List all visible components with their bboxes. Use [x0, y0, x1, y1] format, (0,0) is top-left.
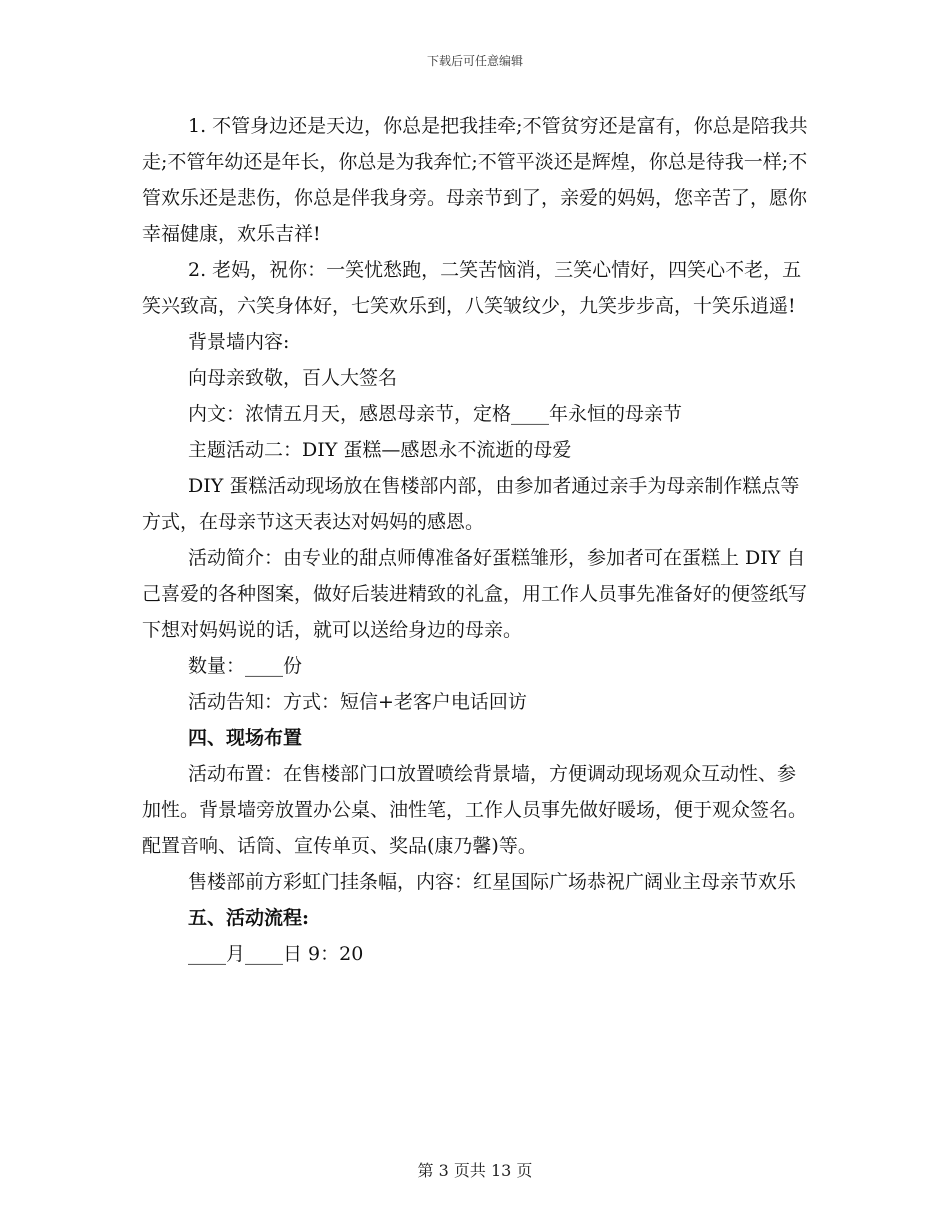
- section-heading-activity-flow: 五、活动流程:: [188, 907, 310, 929]
- paragraph-background-wall-title: 背景墙内容:: [188, 331, 290, 353]
- paragraph-signature-event: 向母亲致敬，百人大签名: [188, 367, 398, 389]
- paragraph-wish-1: 1. 不管身边还是天边，你总是把我挂牵;不管贫穷还是富有，你总是陪我共走;不管年幼还是年长，你总是为我奔忙;不管平淡还是辉煌，你总是待我一样;不管欢乐还是悲伤，你总是伴我身旁。母亲节到了，亲爱的妈妈，您辛苦了，愿你幸福健康，欢乐吉祥!: [142, 115, 808, 245]
- paragraph-diy-cake-intro: DIY 蛋糕活动现场放在售楼部内部，由参加者通过亲手为母亲制作糕点等方式，在母亲节这天表达对妈妈的感恩。: [142, 475, 800, 533]
- section-heading-venue-setup: 四、现场布置: [188, 727, 303, 749]
- paragraph-wish-2: 2. 老妈，祝你：一笑忧愁跑，二笑苦恼消，三笑心情好，四笑心不老，五笑兴致高，六笑身体好，七笑欢乐到，八笑皱纹少，九笑步步高，十笑乐逍遥!: [142, 259, 802, 317]
- page-header: 下载后可任意编辑: [426, 54, 523, 68]
- paragraph-schedule-time: ____月____日 9：20: [188, 943, 364, 965]
- paragraph-banner: 售楼部前方彩虹门挂条幅，内容：红星国际广场恭祝广阔业主母亲节欢乐: [188, 871, 797, 893]
- document-body: [142, 108, 810, 972]
- paragraph-inner-text: 内文：浓情五月天，感恩母亲节，定格____年永恒的母亲节: [188, 403, 683, 425]
- paragraph-venue-layout: 活动布置：在售楼部门口放置喷绘背景墙，方便调动现场观众互动性、参加性。背景墙旁放置办公桌、油性笔，工作人员事先做好暖场，便于观众签名。配置音响、话筒、宣传单页、奖品(康乃馨)等。: [142, 763, 808, 857]
- paragraph-theme-activity-2: 主题活动二：DIY 蛋糕—感恩永不流逝的母爱: [188, 439, 572, 461]
- paragraph-activity-summary: 活动简介：由专业的甜点师傅准备好蛋糕雏形，参加者可在蛋糕上 DIY 自己喜爱的各种图案，做好后装进精致的礼盒，用工作人员事先准备好的便签纸写下想对妈妈说的话，就可以送给身边的母亲。: [142, 547, 808, 641]
- paragraph-quantity: 数量：____份: [188, 655, 303, 677]
- page-footer: 第 3 页共 13 页: [417, 1161, 533, 1180]
- paragraph-notification: 活动告知：方式：短信+老客户电话回访: [188, 691, 527, 713]
